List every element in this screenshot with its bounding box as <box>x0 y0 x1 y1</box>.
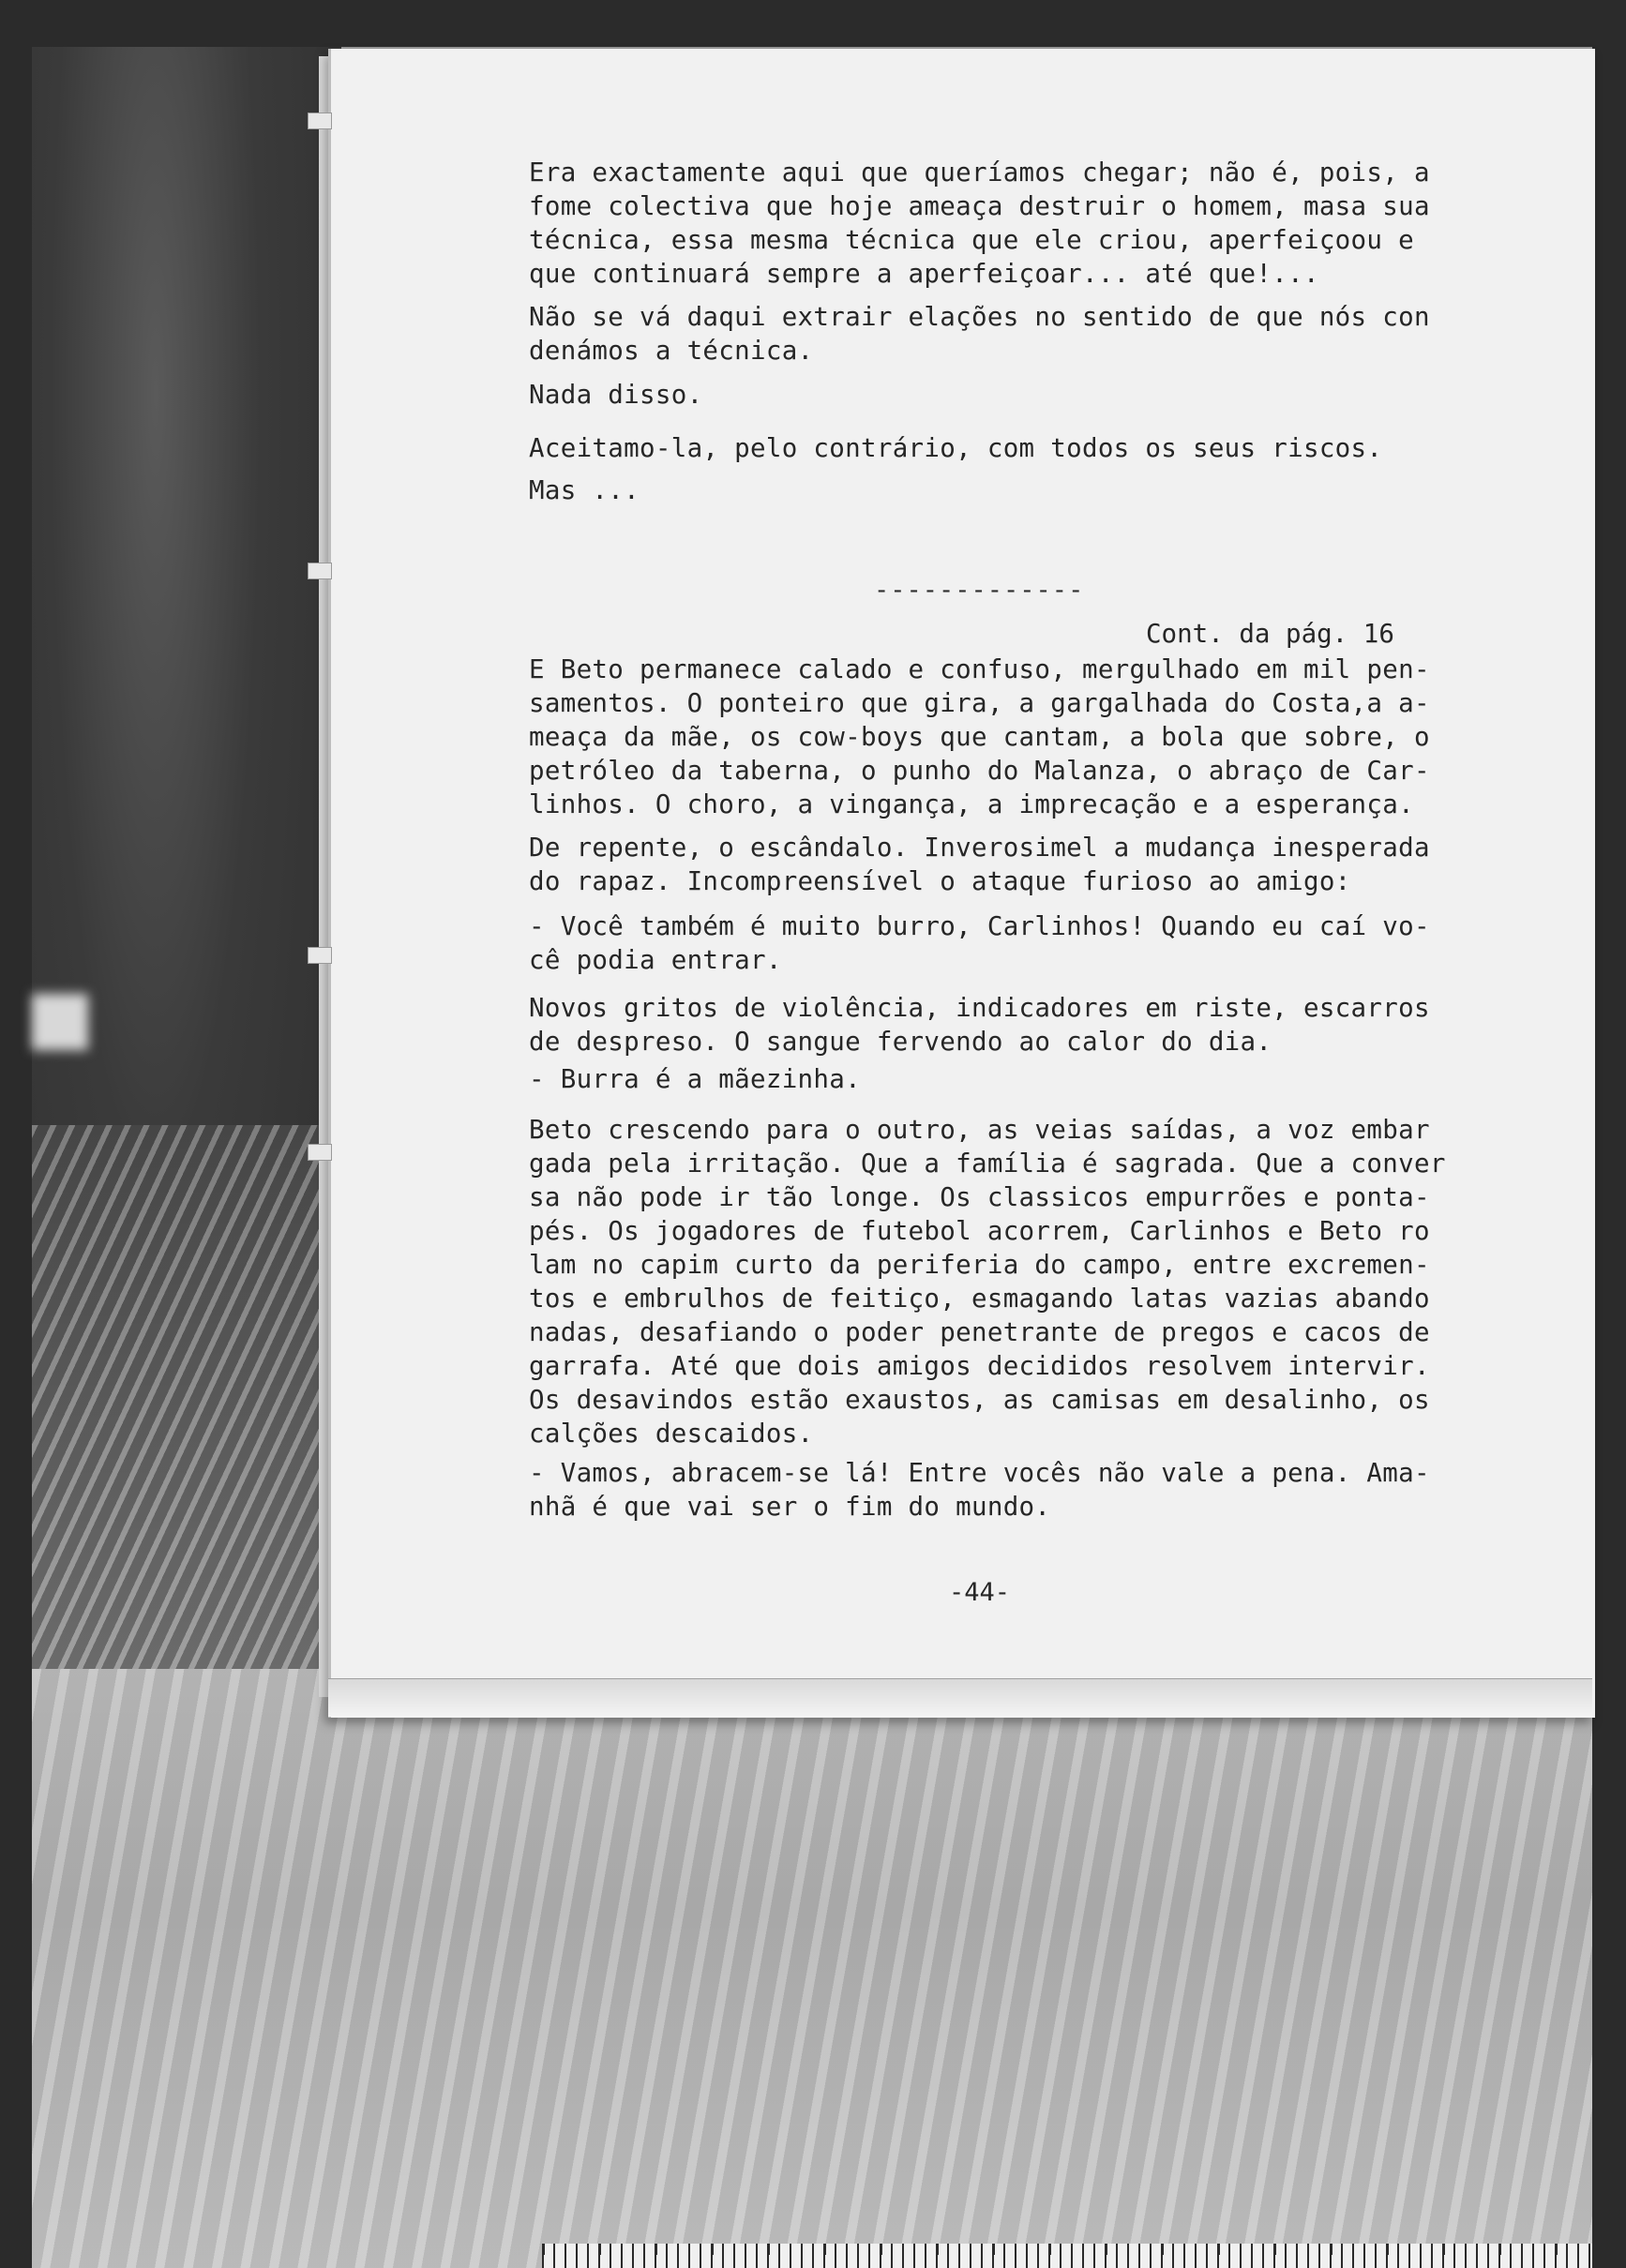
textured-background <box>32 1669 1592 2268</box>
text-line: Não se vá daqui extrair elações no sentido de que nós con <box>529 302 1430 332</box>
text-line: E Beto permanece calado e confuso, mergulhado em mil pen- <box>529 654 1430 684</box>
paragraph <box>529 991 1523 1059</box>
paragraph <box>529 1113 1523 1450</box>
paragraph <box>529 473 1523 507</box>
paragraph <box>529 653 1523 821</box>
text-line: - Vamos, abracem-se lá! Entre vocês não vale a pena. Ama- <box>529 1458 1430 1488</box>
text-line: - Você também é muito burro, Carlinhos! Quando eu caí vo- <box>529 911 1430 941</box>
paragraph <box>529 431 1523 465</box>
background-highlight <box>32 994 88 1050</box>
binder-tab <box>308 113 332 129</box>
text-line: meaça da mãe, os cow-boys que cantam, a bola que sobre, o <box>529 722 1430 752</box>
text-line: - Burra é a mãezinha. <box>529 1064 861 1094</box>
page-bottom-edge <box>328 1678 1592 1717</box>
text-line: samentos. O ponteiro que gira, a gargalhada do Costa,a a- <box>529 688 1430 718</box>
dark-background-area <box>32 47 341 1781</box>
binder-tab <box>308 947 332 964</box>
paragraph <box>529 831 1523 898</box>
text-line: sa não pode ir tão longe. Os classicos empurrões e ponta- <box>529 1182 1430 1212</box>
text-line: Novos gritos de violência, indicadores em riste, escarros <box>529 993 1430 1023</box>
text-line: nhã é que vai ser o fim do mundo. <box>529 1492 1051 1522</box>
text-line: linhos. O choro, a vingança, a imprecação e a esperança. <box>529 789 1414 819</box>
text-line: Os desavindos estão exaustos, as camisas em desalinho, os <box>529 1385 1430 1415</box>
paragraph <box>529 300 1523 368</box>
binder-tab <box>308 1144 332 1161</box>
text-line: Aceitamo-la, pelo contrário, com todos os seus riscos. <box>529 433 1383 463</box>
text-line: Beto crescendo para o outro, as veias saídas, a voz embar <box>529 1115 1430 1145</box>
text-line: fome colectiva que hoje ameaça destruir o homem, masa sua <box>529 191 1430 221</box>
text-line: De repente, o escândalo. Inverosimel a mudança inesperada <box>529 833 1430 863</box>
continuation-reference: Cont. da pág. 16 <box>1146 619 1394 649</box>
text-line: tos e embrulhos de feitiço, esmagando latas vazias abando <box>529 1284 1430 1314</box>
section-separator: ------------- <box>874 576 1085 605</box>
paragraph <box>529 1456 1523 1524</box>
text-line: técnica, essa mesma técnica que ele criou, aperfeiçoou e <box>529 225 1414 255</box>
text-line: cê podia entrar. <box>529 945 782 975</box>
text-line: petróleo da taberna, o punho do Malanza, o abraço de Car- <box>529 756 1430 786</box>
text-line: Mas ... <box>529 475 640 505</box>
text-line: pés. Os jogadores de futebol acorrem, Carlinhos e Beto ro <box>529 1216 1430 1246</box>
text-line: nadas, desafiando o poder penetrante de pregos e cacos de <box>529 1317 1430 1347</box>
page-number: -44- <box>949 1578 1011 1607</box>
text-line: Nada disso. <box>529 380 703 410</box>
text-line: de despreso. O sangue fervendo ao calor do dia. <box>529 1027 1272 1057</box>
text-line: garrafa. Até que dois amigos decididos resolvem intervir. <box>529 1351 1430 1381</box>
text-line: que continuará sempre a aperfeiçoar... até que!... <box>529 259 1319 289</box>
paragraph <box>529 909 1523 977</box>
text-line: calções descaidos. <box>529 1419 814 1449</box>
binder-tab <box>308 563 332 579</box>
scale-ruler-ticks <box>542 2244 1592 2255</box>
text-line: do rapaz. Incompreensível o ataque furioso ao amigo: <box>529 866 1351 896</box>
paragraph <box>529 378 1523 412</box>
text-line: gada pela irritação. Que a família é sagrada. Que a conver <box>529 1149 1446 1179</box>
paragraph <box>529 156 1523 291</box>
text-line: lam no capim curto da periferia do campo, entre excremen- <box>529 1250 1430 1280</box>
text-line: denámos a técnica. <box>529 336 814 366</box>
paragraph <box>529 1062 1523 1096</box>
text-line: Era exactamente aqui que queríamos chegar; não é, pois, a <box>529 158 1430 188</box>
